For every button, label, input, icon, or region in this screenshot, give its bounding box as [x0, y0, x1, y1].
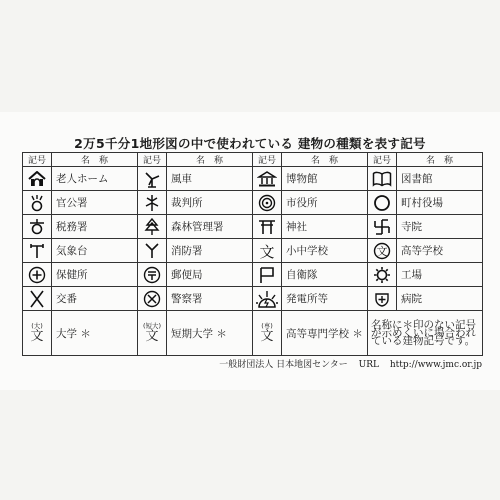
- symbol-name: 交番: [52, 287, 138, 311]
- name-header: 名 称: [167, 153, 253, 167]
- health-center-icon: [23, 263, 52, 287]
- forestry-office-icon: [138, 215, 167, 239]
- symbol-name: 警察署: [167, 287, 253, 311]
- symbol-header: 記号: [23, 153, 52, 167]
- symbol-name: 森林管理署: [167, 215, 253, 239]
- table-row: [23, 239, 483, 263]
- symbol-name: 博物館: [282, 167, 368, 191]
- power-plant-icon: [253, 287, 282, 311]
- symbol-name: 老人ホーム: [52, 167, 138, 191]
- symbol-name: 高等学校: [397, 239, 483, 263]
- temple-icon: [368, 215, 397, 239]
- table-row: [23, 287, 483, 311]
- symbol-name: 市役所: [282, 191, 368, 215]
- symbol-name: 発電所等: [282, 287, 368, 311]
- technical-college-icon: (専) 文: [253, 311, 282, 356]
- symbol-header: 記号: [253, 153, 282, 167]
- table-row: [23, 215, 483, 239]
- junior-college-mark: (短大): [142, 322, 162, 331]
- url-label: URL: [358, 360, 379, 370]
- factory-icon: [368, 263, 397, 287]
- post-office-icon: [138, 263, 167, 287]
- svg-text:文: 文: [376, 244, 388, 258]
- svg-text:文: 文: [259, 242, 275, 260]
- publisher-url: http://www.jmc.or.jp: [389, 360, 482, 370]
- table-row: [23, 167, 483, 191]
- courthouse-icon: [138, 191, 167, 215]
- old-age-home-icon: [23, 167, 52, 191]
- government-office-icon: [23, 191, 52, 215]
- symbol-name: 工場: [397, 263, 483, 287]
- symbol-name: 保健所: [52, 263, 138, 287]
- city-hall-icon: [253, 191, 282, 215]
- symbol-name: 郵便局: [167, 263, 253, 287]
- footnote: 名称に＊印のない記号が示めくいに場合われている建物記号です。: [368, 311, 483, 356]
- header-row: [23, 153, 483, 167]
- symbol-name: 神社: [282, 215, 368, 239]
- name-header: 名 称: [282, 153, 368, 167]
- school-icon: [253, 239, 282, 263]
- symbol-header: 記号: [368, 153, 397, 167]
- symbol-name: 寺院: [397, 215, 483, 239]
- publisher-credit: [0, 357, 482, 370]
- symbol-name: 病院: [397, 287, 483, 311]
- symbol-name: 高等専門学校 ＊: [282, 311, 368, 356]
- symbol-name: 官公署: [52, 191, 138, 215]
- publisher-name: 一般財団法人 日本地図センター: [219, 360, 348, 370]
- weather-station-icon: [23, 239, 52, 263]
- symbol-name: 風車: [167, 167, 253, 191]
- symbol-name: 気象台: [52, 239, 138, 263]
- name-header: 名 称: [52, 153, 138, 167]
- museum-icon: [253, 167, 282, 191]
- symbol-legend-table: [22, 152, 483, 356]
- shrine-icon: [253, 215, 282, 239]
- police-station-icon: [138, 287, 167, 311]
- hospital-icon: [368, 287, 397, 311]
- high-school-icon: [368, 239, 397, 263]
- town-office-icon: [368, 191, 397, 215]
- symbol-name: 図書館: [397, 167, 483, 191]
- library-icon: [368, 167, 397, 191]
- name-header: 名 称: [397, 153, 483, 167]
- university-icon: (大) 文: [23, 311, 52, 356]
- table-row: [23, 311, 483, 356]
- junior-college-icon: (短大) 文: [138, 311, 167, 356]
- page-title: 2万5千分1地形図の中で使われている 建物の種類を表す記号: [74, 136, 426, 151]
- sdf-icon: [253, 263, 282, 287]
- university-mark: (大): [31, 322, 43, 331]
- symbol-name: 税務署: [52, 215, 138, 239]
- symbol-name: 短期大学 ＊: [167, 311, 253, 356]
- symbol-name: 大学 ＊: [52, 311, 138, 356]
- technical-college-mark: (専): [261, 322, 273, 331]
- symbol-name: 町村役場: [397, 191, 483, 215]
- windmill-icon: [138, 167, 167, 191]
- tax-office-icon: [23, 215, 52, 239]
- fire-station-icon: [138, 239, 167, 263]
- symbol-header: 記号: [138, 153, 167, 167]
- table-row: [23, 263, 483, 287]
- symbol-name: 自衛隊: [282, 263, 368, 287]
- symbol-name: 小中学校: [282, 239, 368, 263]
- table-row: [23, 191, 483, 215]
- police-box-icon: [23, 287, 52, 311]
- symbol-name: 裁判所: [167, 191, 253, 215]
- symbol-name: 消防署: [167, 239, 253, 263]
